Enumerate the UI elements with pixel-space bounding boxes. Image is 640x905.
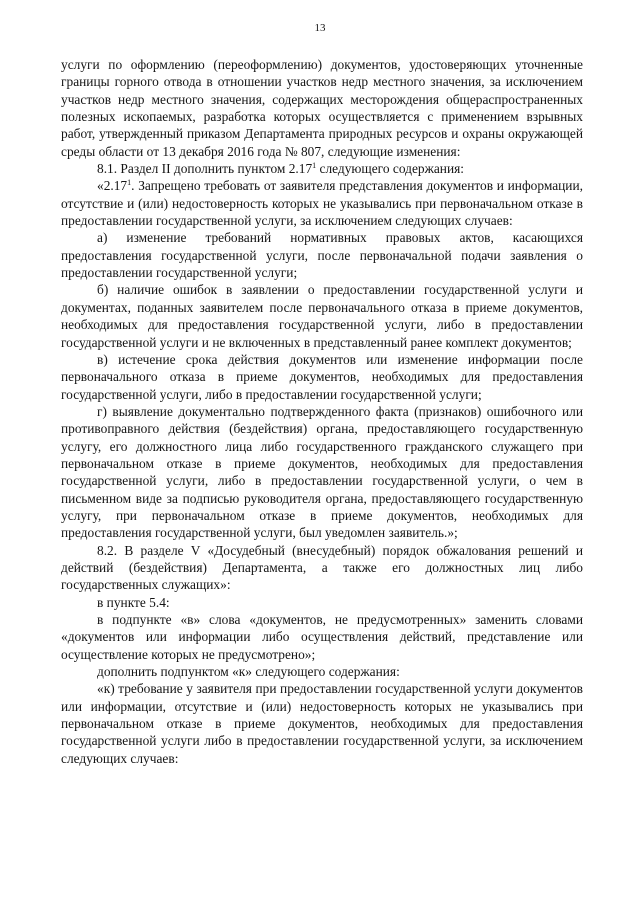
superscript-1: 1 [312, 161, 317, 171]
paragraph-intro-continuation: услуги по оформлению (переоформлению) документов, удостоверяющих уточненные границы горного отвода в отношении участков недр местного значения, за исключением участков недр местного значения, содержащих месторождения общераспространенных полезных ископаемых, разработка которых осуществляется с применением взрывных работ, утвержденный приказом Департамента природных ресурсов и охраны окружающей среды области от 13 декабря 2016 года № 807, следующие изменения: [61, 57, 583, 159]
paragraph-2-17-1-text-after: . Запрещено требовать от заявителя представления документов и информации, отсутствие и (или) недостоверность которых не указывались при первоначальном отказе в предоставлении государственной услуги, за исключением следующих случаев: [61, 178, 583, 229]
paragraph-item-v: в) истечение срока действия документов или изменение информации после первоначального отказа в приеме документов, необходимых для предоставления государственной услуги, либо в предоставлении государственной услуги; [61, 351, 583, 402]
paragraph-item-g: г) выявление документально подтвержденного факта (признаков) ошибочного или противоправного действия (бездействия) органа, предоставляющего государственную услугу, его должностного лица либо государственного гражданского служащего при первоначальном отказе в приеме документов, необходимых для предоставления государственной услуги, либо в предоставлении государственной услуги, о чем в письменном виде за подписью руководителя органа, предоставляющего государственную услугу, при первоначальном отказе в приеме документов, необходимых для предоставления государственной услуги, был уведомлен заявитель.»; [61, 403, 583, 541]
paragraph-2-17-1 [61, 177, 583, 229]
paragraph-item-a: а) изменение требований нормативных правовых актов, касающихся предоставления государственной услуги, после первоначальной подачи заявления о предоставлении государственной услуги; [61, 230, 583, 281]
page-number: 13 [314, 22, 326, 34]
paragraph-8-1 [61, 160, 583, 177]
paragraph-8-2: 8.2. В разделе V «Досудебный (внесудебный) порядок обжалования решений и действий (бездействия) Департамента, а также его должностных лиц либо государственных служащих»: [61, 542, 583, 593]
paragraph-8-1-text-before: 8.1. Раздел II дополнить пунктом 2.17 [97, 161, 313, 177]
paragraph-point-5-4: в пункте 5.4: [97, 594, 170, 610]
superscript-1: 1 [127, 178, 132, 188]
paragraph-add-subpoint-k: дополнить подпунктом «к» следующего содержания: [97, 664, 400, 680]
paragraph-subpoint-v: в подпункте «в» слова «документов, не предусмотренных» заменить словами «документов или информации либо осуществления действий, представление или осуществление которых не предусмотрено»; [61, 612, 583, 662]
paragraph-2-17-1-text-before: «2.17 [97, 178, 128, 194]
paragraph-8-1-text-after: следующего содержания: [316, 161, 464, 177]
paragraph-subpoint-k: «к) требование у заявителя при предоставлении государственной услуги документов или информации, отсутствие и (или) недостоверность которых не указывались при первоначальном отказе в приеме документов, необходимых для предоставления государственной услуги либо в предоставлении государственной услуги, за исключением следующих случаев: [61, 681, 583, 766]
paragraph-item-b: б) наличие ошибок в заявлении о предоставлении государственной услуги и документах, поданных заявителем после первоначального отказа в приеме документов, необходимых для предоставления государственной услуги, либо в предоставлении государственной услуги и не включенных в представленный ранее комплект документов; [61, 282, 583, 350]
document-body [61, 56, 583, 767]
